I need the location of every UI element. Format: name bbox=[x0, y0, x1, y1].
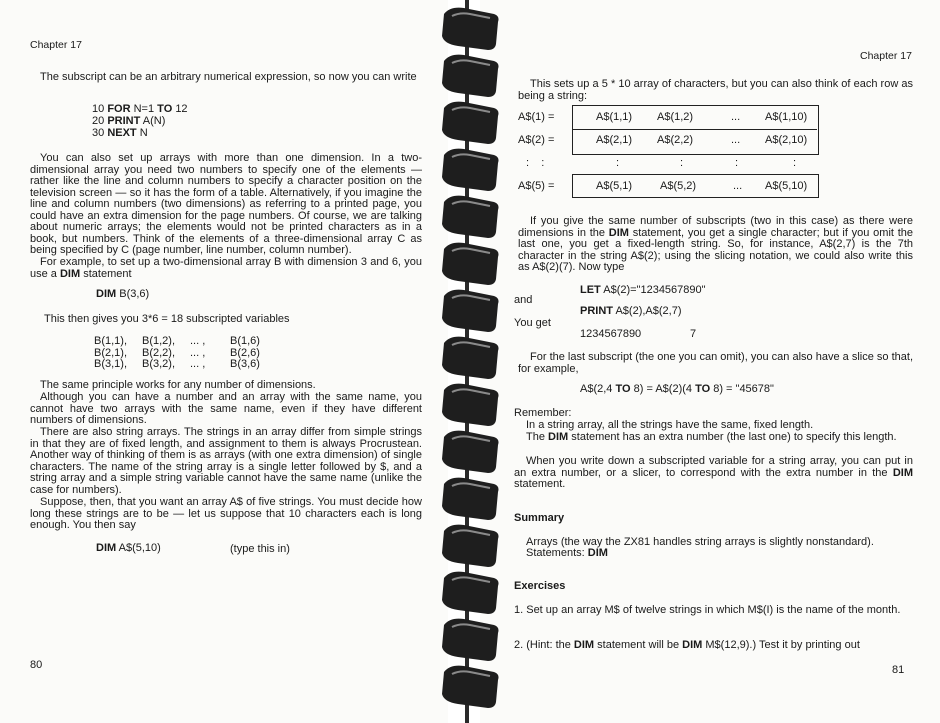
row-label: A$(5) = bbox=[518, 180, 555, 192]
array-cell: : bbox=[735, 157, 739, 169]
summary-line-2 bbox=[526, 548, 608, 560]
array-cell: A$(5,2) bbox=[660, 180, 697, 192]
code-text: 8) = A$(2)(4 bbox=[633, 383, 693, 395]
text-run: statement bbox=[83, 267, 132, 280]
right-para-2 bbox=[518, 216, 913, 274]
code-text: A$(5,10) bbox=[118, 542, 161, 554]
text-run: statement, you get a single character; but if you omit the last one, you get a fixed-length string. So, for instance, A$(2,7) is the 7th character in the string A$(2); using the slicing notation, we could also write this as A$(2)(7). Now type bbox=[518, 226, 913, 273]
matrix-cell: B(3,6) bbox=[230, 358, 260, 370]
spine-line bbox=[465, 0, 469, 723]
dim-statement-1 bbox=[96, 289, 149, 301]
exercise-1: 1. Set up an array M$ of twelve strings in which M$(I) is the name of the month. bbox=[514, 604, 901, 616]
summary-line-1: Arrays (the way the ZX81 handles string arrays is slightly nonstandard). bbox=[526, 536, 874, 548]
left-para-2: You can also set up arrays with more than one dimension. In a two-dimensional array you need two numbers to specify one of the elements — rather like the line and column numbers to specify a character position on the television screen — so it has the form of a table. Alternatively, if you imagine the line and column numbers (two dimensions) as referring to a printed page, you could have an extra dimension for the page numbers. Of course, we are talking about numeric arrays; the elements would not be printed characters as in a book, but numbers. Think of the elements of a three-dimensional array C as being specified by C (page number, line number, column number). bbox=[30, 152, 422, 256]
matrix-cell: B(2,6) bbox=[230, 346, 260, 359]
left-para-3 bbox=[30, 257, 422, 280]
array-cell: ... bbox=[731, 134, 741, 146]
array-cell: : bbox=[616, 157, 620, 169]
line-number: 20 bbox=[92, 115, 105, 127]
keyword: DIM bbox=[96, 288, 117, 300]
right-page-number: 81 bbox=[892, 664, 905, 676]
row-divider bbox=[572, 129, 817, 130]
text-run: statement has an extra number (the last one) to specify this length. bbox=[571, 431, 897, 443]
matrix-cell: ... , bbox=[190, 335, 206, 347]
output-string: 1234567890 bbox=[580, 328, 642, 340]
left-para-5: The same principle works for any number of dimensions. bbox=[40, 379, 316, 391]
exercises-title: Exercises bbox=[514, 580, 566, 592]
remember-1: In a string array, all the strings have the same, fixed length. bbox=[526, 419, 814, 431]
matrix-cell: B(1,1), bbox=[94, 335, 128, 347]
keyword: NEXT bbox=[107, 127, 137, 139]
array-cell: A$(1,2) bbox=[657, 111, 694, 123]
keyword: DIM bbox=[96, 542, 117, 554]
array-cell: A$(2,2) bbox=[657, 134, 694, 146]
keyword: PRINT bbox=[580, 305, 613, 317]
you-get-label: You get bbox=[514, 317, 551, 329]
text-run: If you give the same number of subscripts (two in this case) as there were dimensions in the bbox=[518, 215, 913, 239]
text-run: 2. (Hint: the bbox=[514, 639, 571, 651]
right-para-1: This sets up a 5 * 10 array of characters, but you can also think of each row as being a string: bbox=[518, 78, 913, 102]
remember-label: Remember: bbox=[514, 407, 572, 419]
code-line bbox=[92, 128, 148, 140]
matrix-cell: B(2,2), bbox=[142, 346, 176, 359]
left-chapter-header: Chapter 17 bbox=[30, 39, 82, 51]
type-this-note: (type this in) bbox=[230, 543, 290, 555]
row-label: A$(1) = bbox=[518, 111, 555, 123]
matrix-row bbox=[94, 359, 260, 371]
text-run: For example, to set up a two-dimensional array B with dimension 3 and 6, you use a bbox=[30, 256, 422, 280]
print-statement bbox=[580, 306, 681, 318]
left-page-number: 80 bbox=[30, 659, 43, 671]
matrix-row bbox=[94, 336, 260, 348]
left-para-1: The subscript can be an arbitrary numerical expression, so now you can write bbox=[40, 71, 417, 83]
left-para-8: Suppose, then, that you want an array A$ of five strings. You must decide how long these strings are to be — let us suppose that 10 characters each is long enough. You then say bbox=[30, 496, 422, 531]
left-para-4: This then gives you 3*6 = 18 subscripted variables bbox=[44, 313, 290, 325]
and-label: and bbox=[514, 294, 533, 306]
array-cell: A$(5,10) bbox=[765, 180, 808, 192]
keyword: LET bbox=[580, 284, 601, 296]
code-text: B(3,6) bbox=[119, 288, 150, 300]
keyword: PRINT bbox=[107, 115, 141, 127]
keyword: DIM bbox=[573, 639, 595, 651]
code-text: A$(2)="1234567890" bbox=[603, 284, 706, 296]
text-run: When you write down a subscripted variable for a string array, you can put in an extra number, or a slicer, to correspond with the extra number in the bbox=[514, 455, 913, 479]
array-cell: A$(1,1) bbox=[596, 111, 633, 123]
remember-3 bbox=[514, 456, 913, 491]
matrix-cell: B(2,1), bbox=[94, 346, 128, 359]
keyword: DIM bbox=[587, 547, 608, 559]
slice-example bbox=[580, 384, 774, 396]
array-cell: A$(2,10) bbox=[765, 134, 808, 146]
left-page bbox=[0, 0, 448, 723]
text-run: The bbox=[526, 431, 545, 443]
matrix-cell: ... , bbox=[190, 346, 206, 359]
keyword: DIM bbox=[59, 267, 81, 280]
matrix-cell: ... , bbox=[190, 358, 206, 370]
text-run: statement will be bbox=[597, 639, 680, 651]
text-run: Statements: bbox=[526, 547, 585, 559]
right-page bbox=[480, 0, 940, 723]
exercise-2 bbox=[514, 640, 913, 652]
output-char: 7 bbox=[690, 328, 697, 340]
keyword: TO bbox=[157, 103, 173, 115]
dim-statement-2 bbox=[96, 543, 161, 555]
keyword: DIM bbox=[608, 226, 629, 239]
keyword: DIM bbox=[892, 466, 913, 479]
matrix-cell: B(1,6) bbox=[230, 335, 260, 347]
array-cell: : bbox=[680, 157, 684, 169]
code-text: 12 bbox=[175, 103, 188, 115]
left-para-6: Although you can have a number and an array with the same name, you cannot have two arrays with the same name, even if they have different numbers of dimensions. bbox=[30, 391, 422, 426]
matrix-cell: B(3,2), bbox=[142, 358, 176, 370]
keyword: DIM bbox=[548, 431, 569, 443]
b-matrix bbox=[94, 336, 260, 371]
code-text: A(N) bbox=[142, 115, 166, 127]
array-cell: A$(5,1) bbox=[596, 180, 633, 192]
right-chapter-header: Chapter 17 bbox=[860, 50, 912, 62]
spiral-binding bbox=[440, 0, 510, 723]
code-line bbox=[92, 104, 188, 116]
code-text: N bbox=[139, 127, 148, 139]
summary-title: Summary bbox=[514, 512, 565, 524]
array-cell: ... bbox=[731, 111, 741, 123]
text-run: M$(12,9).) Test it by printing out bbox=[705, 639, 860, 651]
code-text: N=1 bbox=[133, 103, 155, 115]
array-cell: A$(2,1) bbox=[596, 134, 633, 146]
code-text: 8) = "45678" bbox=[713, 383, 774, 395]
array-cell: ... bbox=[733, 180, 743, 192]
row-label: A$(2) = bbox=[518, 134, 555, 146]
left-para-7: There are also string arrays. The strings in an array differ from simple strings in that they are of fixed length, and assignment to them is always Procrustean. Another way of thinking of them is as arrays (with one extra dimension) of single characters. The name of the string array is a single letter followed by $, and a string array and a simple string variable cannot have the same name (unlike the case for numbers). bbox=[30, 426, 422, 496]
matrix-cell: B(1,2), bbox=[142, 335, 176, 347]
keyword: TO bbox=[695, 383, 711, 395]
array-cell: A$(1,10) bbox=[765, 111, 808, 123]
line-number: 30 bbox=[92, 127, 105, 139]
keyword: TO bbox=[615, 383, 631, 395]
array-cell: : bbox=[793, 157, 797, 169]
code-text: A$(2),A$(2,7) bbox=[615, 305, 682, 317]
remember-2 bbox=[514, 432, 913, 444]
code-text: A$(2,4 bbox=[580, 383, 613, 395]
code-line bbox=[92, 116, 165, 128]
row-label: : : bbox=[526, 157, 545, 169]
keyword: FOR bbox=[107, 103, 131, 115]
right-para-3: For the last subscript (the one you can omit), you can also have a slice so that, for example, bbox=[518, 351, 913, 375]
line-number: 10 bbox=[92, 103, 105, 115]
matrix-cell: B(3,1), bbox=[94, 358, 128, 370]
text-run: statement. bbox=[514, 478, 566, 490]
keyword: DIM bbox=[682, 639, 703, 651]
let-statement bbox=[580, 285, 706, 297]
